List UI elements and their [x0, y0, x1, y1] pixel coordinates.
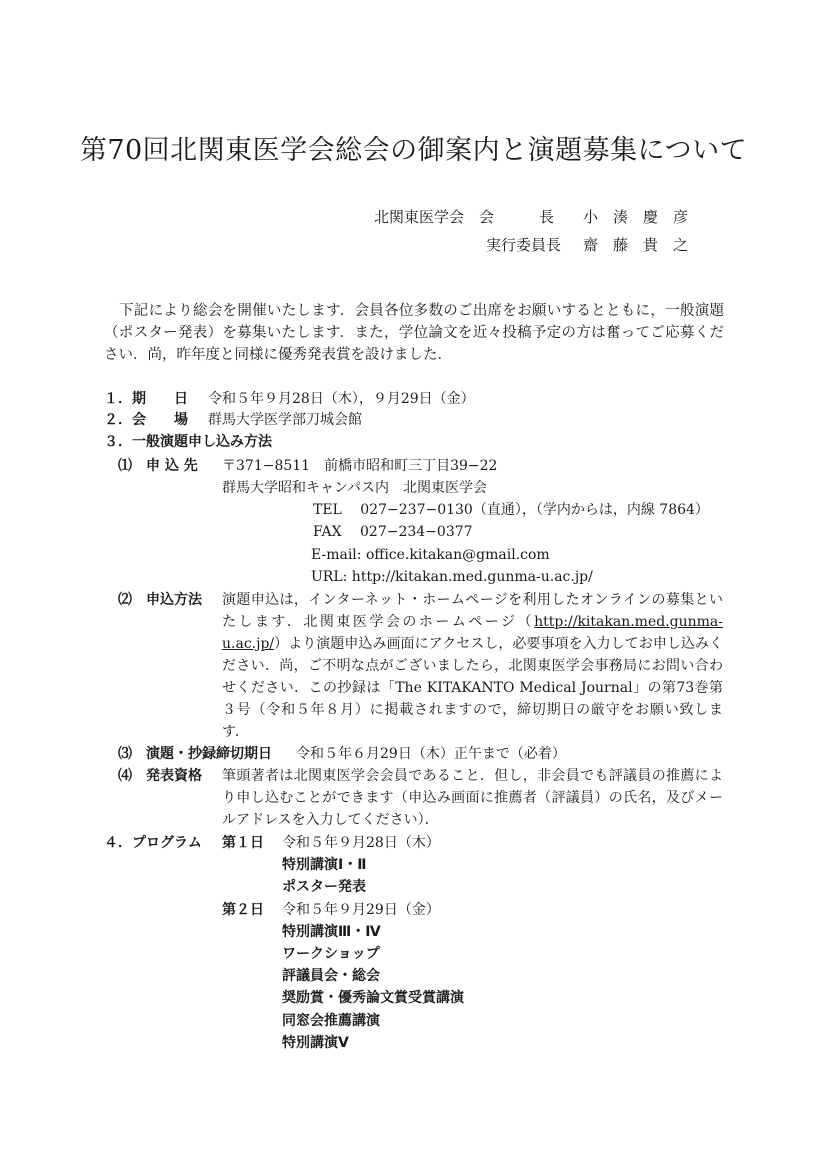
program-item: ワークショップ [282, 946, 380, 962]
intro-text: 下記により総会を開催いたします．会員各位多数のご出席をお願いするとともに，一般演題（ポスター発表）を募集いたします．また，学位論文を近々投稿予定の方は奮ってご応募ください．尚，昨年度と同様に優秀発表賞を設けました． [104, 303, 724, 363]
deadline-value: 令和５年６月29日（木）正午まで（必着） [296, 746, 566, 762]
day-1-label: 第１日 [222, 835, 264, 851]
venue-value: 群馬大学医学部刀城会館 [208, 412, 362, 428]
url-line: URL: http://kitakan.med.gunma-u.ac.jp/ [311, 569, 593, 585]
date-value: 令和５年９月28日（木），９月29日（金） [208, 391, 475, 407]
venue-label: ２．会 場 [104, 412, 188, 428]
method-paragraph [222, 589, 723, 743]
item-1-number: ⑴ [118, 458, 132, 474]
fax-line: FAX 027−234−0377 [313, 524, 473, 540]
program-heading: ４．プログラム [104, 835, 202, 851]
eligibility-paragraph [222, 765, 723, 831]
email-line: E-mail: office.kitakan@gmail.com [311, 547, 550, 563]
application-heading: ３．一般演題申し込み方法 [104, 434, 272, 450]
program-item: 奨励賞・優秀論文賞受賞講演 [282, 990, 464, 1006]
signature-name-chair: 齋 藤 貴 之 [583, 236, 689, 254]
program-item: 特別講演Ⅲ・Ⅳ [282, 924, 381, 940]
method-text [222, 589, 723, 743]
program-item: ポスター発表 [282, 879, 366, 895]
page-title: 第70回北関東医学会総会の御案内と演題募集について [79, 135, 748, 166]
program-item: 特別講演Ⅰ・Ⅱ [282, 857, 367, 873]
tel-line: TEL 027−237−0130（直通），（学内からは，内線 7864） [313, 502, 709, 518]
intro-paragraph [104, 300, 724, 366]
method-text-1: 演題申込は，インターネット・ホームページを利用したオンラインの募集といたします．北関東医学会のホームページ（ [222, 592, 723, 630]
day-2-date: 令和５年９月29日（金） [282, 902, 440, 918]
day-2-label: 第２日 [222, 902, 264, 918]
signature-role-chair: 実行委員長 [486, 236, 562, 254]
program-item: 同窓会推薦講演 [282, 1013, 380, 1029]
item-3-label: 演題・抄録締切期日 [146, 746, 272, 762]
day-1-date: 令和５年９月28日（木） [282, 835, 440, 851]
signature-role-president: 北関東医学会 会 長 [374, 208, 555, 226]
item-2-number: ⑵ [118, 592, 132, 608]
address-line-2: 群馬大学昭和キャンパス内 北関東医学会 [222, 480, 488, 496]
program-item: 評議員会・総会 [282, 968, 380, 984]
item-3-number: ⑶ [118, 746, 132, 762]
item-1-label: 申 込 先 [146, 458, 198, 474]
item-2-label: 申込方法 [146, 592, 202, 608]
method-text-2: ）より演題申込み画面にアクセスし，必要事項を入力してお申し込みください．尚，ご不明な点がございましたら，北関東医学会事務局にお問い合わせください．この抄録は「The KITAKANTO Medical Journal」の第73巻第３号（令和５年８月）に掲載されますので，締切期日の厳守をお願い致します． [222, 636, 723, 740]
program-item: 特別講演Ⅴ [282, 1035, 349, 1051]
eligibility-text: 筆頭著者は北関東医学会会員であること．但し，非会員でも評議員の推薦により申し込むことができます（申込み画面に推薦者（評議員）の氏名，及びメールアドレスを入力してください）． [222, 768, 723, 828]
address-line-1: 〒371−8511 前橋市昭和町三丁目39−22 [222, 458, 498, 474]
item-4-label: 発表資格 [146, 768, 202, 784]
homepage-link[interactable]: http://kitakan.med.gunma-u.ac.jp/ [222, 614, 723, 652]
date-label: １．期 日 [104, 391, 188, 407]
item-4-number: ⑷ [118, 768, 132, 784]
signature-name-president: 小 湊 慶 彦 [583, 208, 689, 226]
